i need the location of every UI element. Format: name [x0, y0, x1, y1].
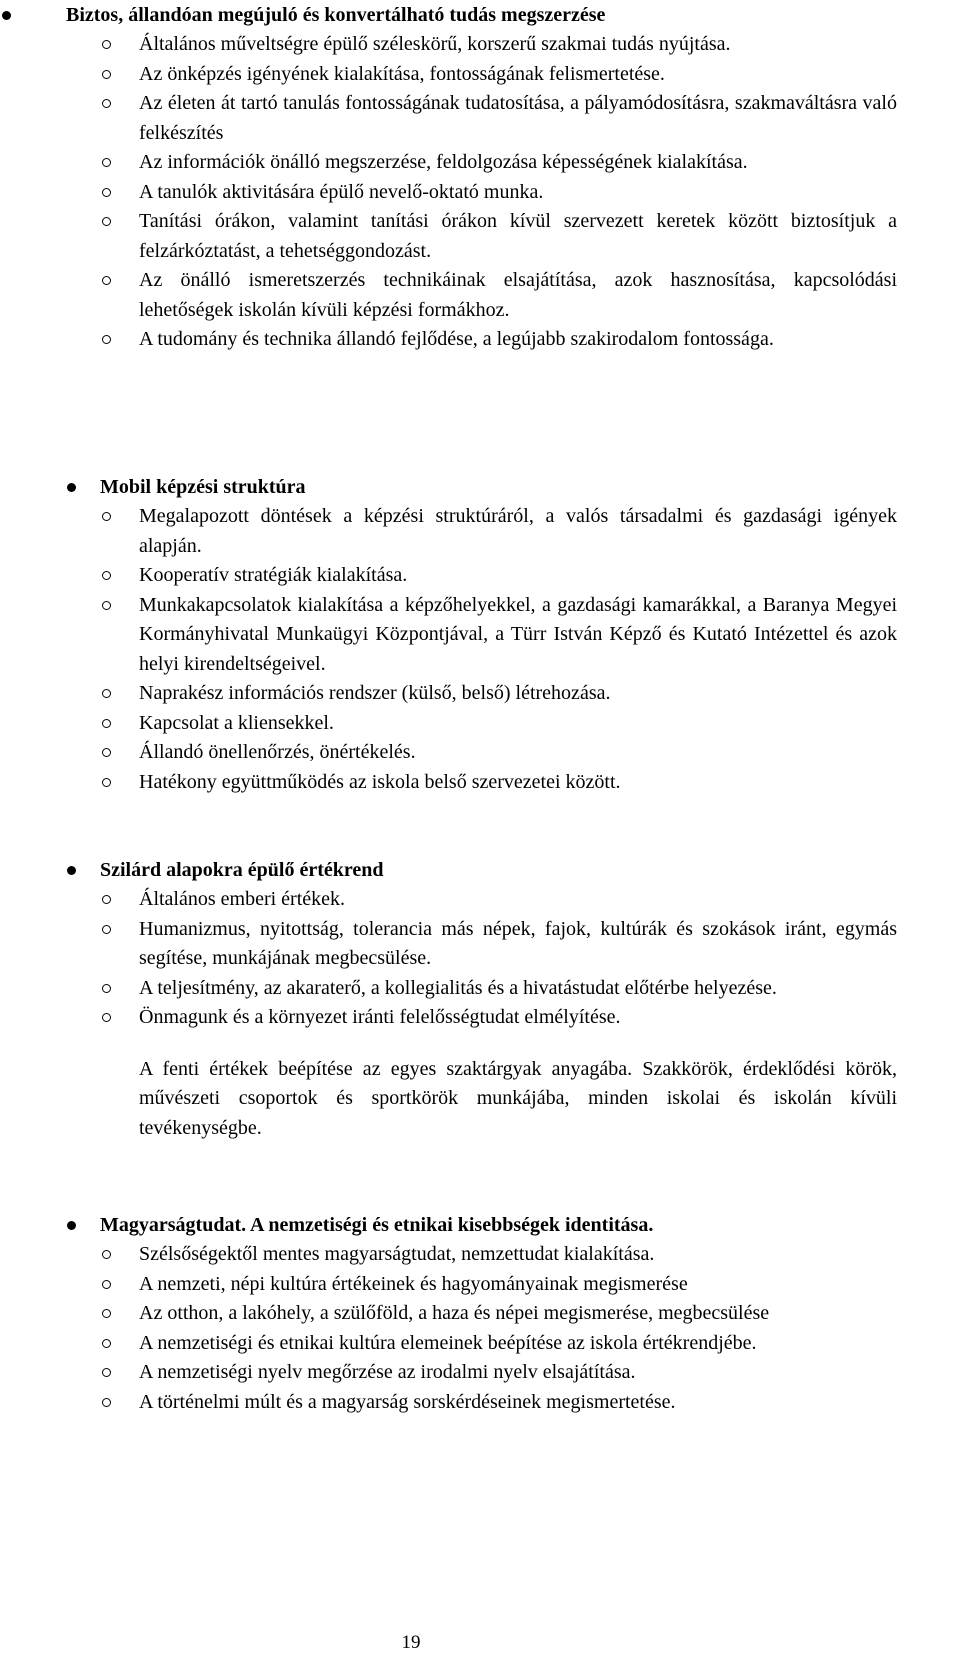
list-item [0, 1358, 897, 1388]
list-item-text: Állandó önellenőrzés, önértékelés. [139, 741, 416, 763]
list-item [0, 1329, 897, 1359]
hollow-bullet-icon [102, 158, 111, 167]
list-item [0, 1299, 897, 1329]
hollow-bullet-icon [102, 925, 111, 934]
hollow-bullet-icon [102, 1013, 111, 1022]
filled-bullet-icon [2, 11, 11, 20]
hollow-bullet-icon [102, 512, 111, 521]
list-item [0, 1388, 897, 1418]
hollow-bullet-icon [102, 40, 111, 49]
list-item [0, 591, 897, 680]
list-item [0, 178, 897, 208]
list-item-text: Általános emberi értékek. [139, 888, 346, 910]
hollow-bullet-icon [102, 748, 111, 757]
section-item-list [0, 1240, 960, 1417]
filled-bullet-icon [67, 1221, 76, 1230]
list-item-text: A tanulók aktivitására épülő nevelő-oktató munka. [139, 180, 544, 203]
hollow-bullet-icon [102, 571, 111, 580]
list-item-text: Önmagunk és a környezet iránti felelősségtudat elmélyítése. [139, 1006, 621, 1028]
list-item-text: Az önálló ismeretszerzés technikáinak elsajátítása, azok hasznosítása, kapcsolódási lehetőségek iskolán kívüli képzési formákhoz. [139, 269, 897, 321]
list-item [0, 148, 897, 178]
values-paragraph: A fenti értékek beépítése az egyes szaktárgyak anyagába. Szakkörök, érdeklődési körök, művészeti csoportok és sportkörök munkájába, minden iskolai és iskolán kívüli tevékenységbe. [139, 1057, 897, 1139]
list-item [0, 561, 897, 591]
section-values [0, 855, 960, 1143]
list-item [0, 1003, 897, 1033]
section-heading-row [0, 1210, 960, 1240]
list-item [0, 502, 897, 561]
list-item-text: A nemzetiségi nyelv megőrzése az irodalmi nyelv elsajátítása. [139, 1361, 636, 1383]
list-item-text: Naprakész információs rendszer (külső, belső) létrehozása. [139, 682, 611, 704]
list-item [0, 30, 897, 60]
hollow-bullet-icon [102, 99, 111, 108]
list-item-text: Kooperatív stratégiák kialakítása. [139, 564, 408, 586]
hollow-bullet-icon [102, 778, 111, 787]
list-item [0, 679, 897, 709]
list-item [0, 709, 897, 739]
list-item-text: Általános műveltségre épülő széleskörű, korszerű szakmai tudás nyújtása. [139, 33, 731, 55]
section-item-list [0, 30, 960, 355]
hollow-bullet-icon [102, 984, 111, 993]
hollow-bullet-icon [102, 188, 111, 197]
list-item [0, 266, 897, 325]
list-item [0, 325, 897, 355]
list-item-text: Humanizmus, nyitottság, tolerancia más népek, fajok, kultúrák és szokások iránt, egymás segítése, munkájának megbecsülése. [139, 917, 897, 969]
hollow-bullet-icon [102, 1398, 111, 1407]
list-item [0, 1240, 897, 1270]
list-item-text: Kapcsolat a kliensekkel. [139, 711, 334, 734]
section-heading: Mobil képzési struktúra [100, 476, 306, 498]
section-item-list [0, 502, 960, 797]
hollow-bullet-icon [102, 70, 111, 79]
hollow-bullet-icon [102, 1280, 111, 1289]
list-item-text: A nemzeti, népi kultúra értékeinek és hagyományainak megismerése [139, 1272, 688, 1295]
list-item-text: Hatékony együttműködés az iskola belső szervezetei között. [139, 770, 621, 793]
list-item-text: A tudomány és technika állandó fejlődése, a legújabb szakirodalom fontossága. [139, 328, 774, 350]
list-item [0, 738, 897, 768]
section-knowledge [0, 0, 960, 355]
section-heading-row [0, 0, 960, 30]
list-item-text: A történelmi múlt és a magyarság sorskérdéseinek megismertetése. [139, 1390, 676, 1413]
section-item-list [0, 885, 960, 1033]
list-item-text: Megalapozott döntések a képzési struktúráról, a valós társadalmi és gazdasági igények alapján. [139, 505, 897, 557]
hollow-bullet-icon [102, 1368, 111, 1377]
section-heading: Szilárd alapokra épülő értékrend [100, 859, 384, 881]
list-item-text: Szélsőségektől mentes magyarságtudat, nemzettudat kialakítása. [139, 1243, 655, 1265]
list-item-text: Az önképzés igényének kialakítása, fontosságának felismertetése. [139, 62, 665, 85]
section-heading: Magyarságtudat. A nemzetiségi és etnikai kisebbségek identitása. [100, 1214, 654, 1236]
section-national-identity [0, 1210, 960, 1417]
list-item-text: Az otthon, a lakóhely, a szülőföld, a haza és népei megismerése, megbecsülése [139, 1302, 770, 1324]
list-item-text: A teljesítmény, az akaraterő, a kollegialitás és a hivatástudat előtérbe helyezése. [139, 976, 777, 999]
hollow-bullet-icon [102, 217, 111, 226]
hollow-bullet-icon [102, 276, 111, 285]
list-item [0, 974, 897, 1004]
list-item-text: A nemzetiségi és etnikai kultúra elemeinek beépítése az iskola értékrendjébe. [139, 1331, 757, 1354]
list-item [0, 885, 897, 915]
section-training-structure [0, 472, 960, 797]
section-heading-row [0, 472, 960, 502]
hollow-bullet-icon [102, 895, 111, 904]
list-item-text: Az információk önálló megszerzése, feldolgozása képességének kialakítása. [139, 151, 748, 173]
list-item [0, 89, 897, 148]
list-item [0, 60, 897, 90]
list-item-text: Az életen át tartó tanulás fontosságának tudatosítása, a pályamódosításra, szakmaváltásra való felkészítés [139, 92, 897, 144]
page-number: 19 [401, 1632, 421, 1653]
filled-bullet-icon [67, 866, 76, 875]
list-item [0, 768, 897, 798]
hollow-bullet-icon [102, 1250, 111, 1259]
hollow-bullet-icon [102, 719, 111, 728]
list-item-text: Tanítási órákon, valamint tanítási órákon kívül szervezett keretek között biztosítjuk a felzárkóztatást, a tehetséggondozást. [139, 210, 897, 262]
section-heading: Biztos, állandóan megújuló és konvertálható tudás megszerzése [66, 4, 606, 26]
filled-bullet-icon [67, 483, 76, 492]
hollow-bullet-icon [102, 689, 111, 698]
hollow-bullet-icon [102, 1339, 111, 1348]
list-item [0, 915, 897, 974]
hollow-bullet-icon [102, 335, 111, 344]
hollow-bullet-icon [102, 1309, 111, 1318]
list-item [0, 207, 897, 266]
hollow-bullet-icon [102, 601, 111, 610]
list-item [0, 1270, 897, 1300]
list-item-text: Munkakapcsolatok kialakítása a képzőhelyekkel, a gazdasági kamarákkal, a Baranya Megyei Kormányhivatal Munkaügyi Központjával, a Türr István Képző és Kutató Intézettel és azok helyi kirendeltségeivel. [139, 593, 897, 675]
section-heading-row [0, 855, 960, 885]
